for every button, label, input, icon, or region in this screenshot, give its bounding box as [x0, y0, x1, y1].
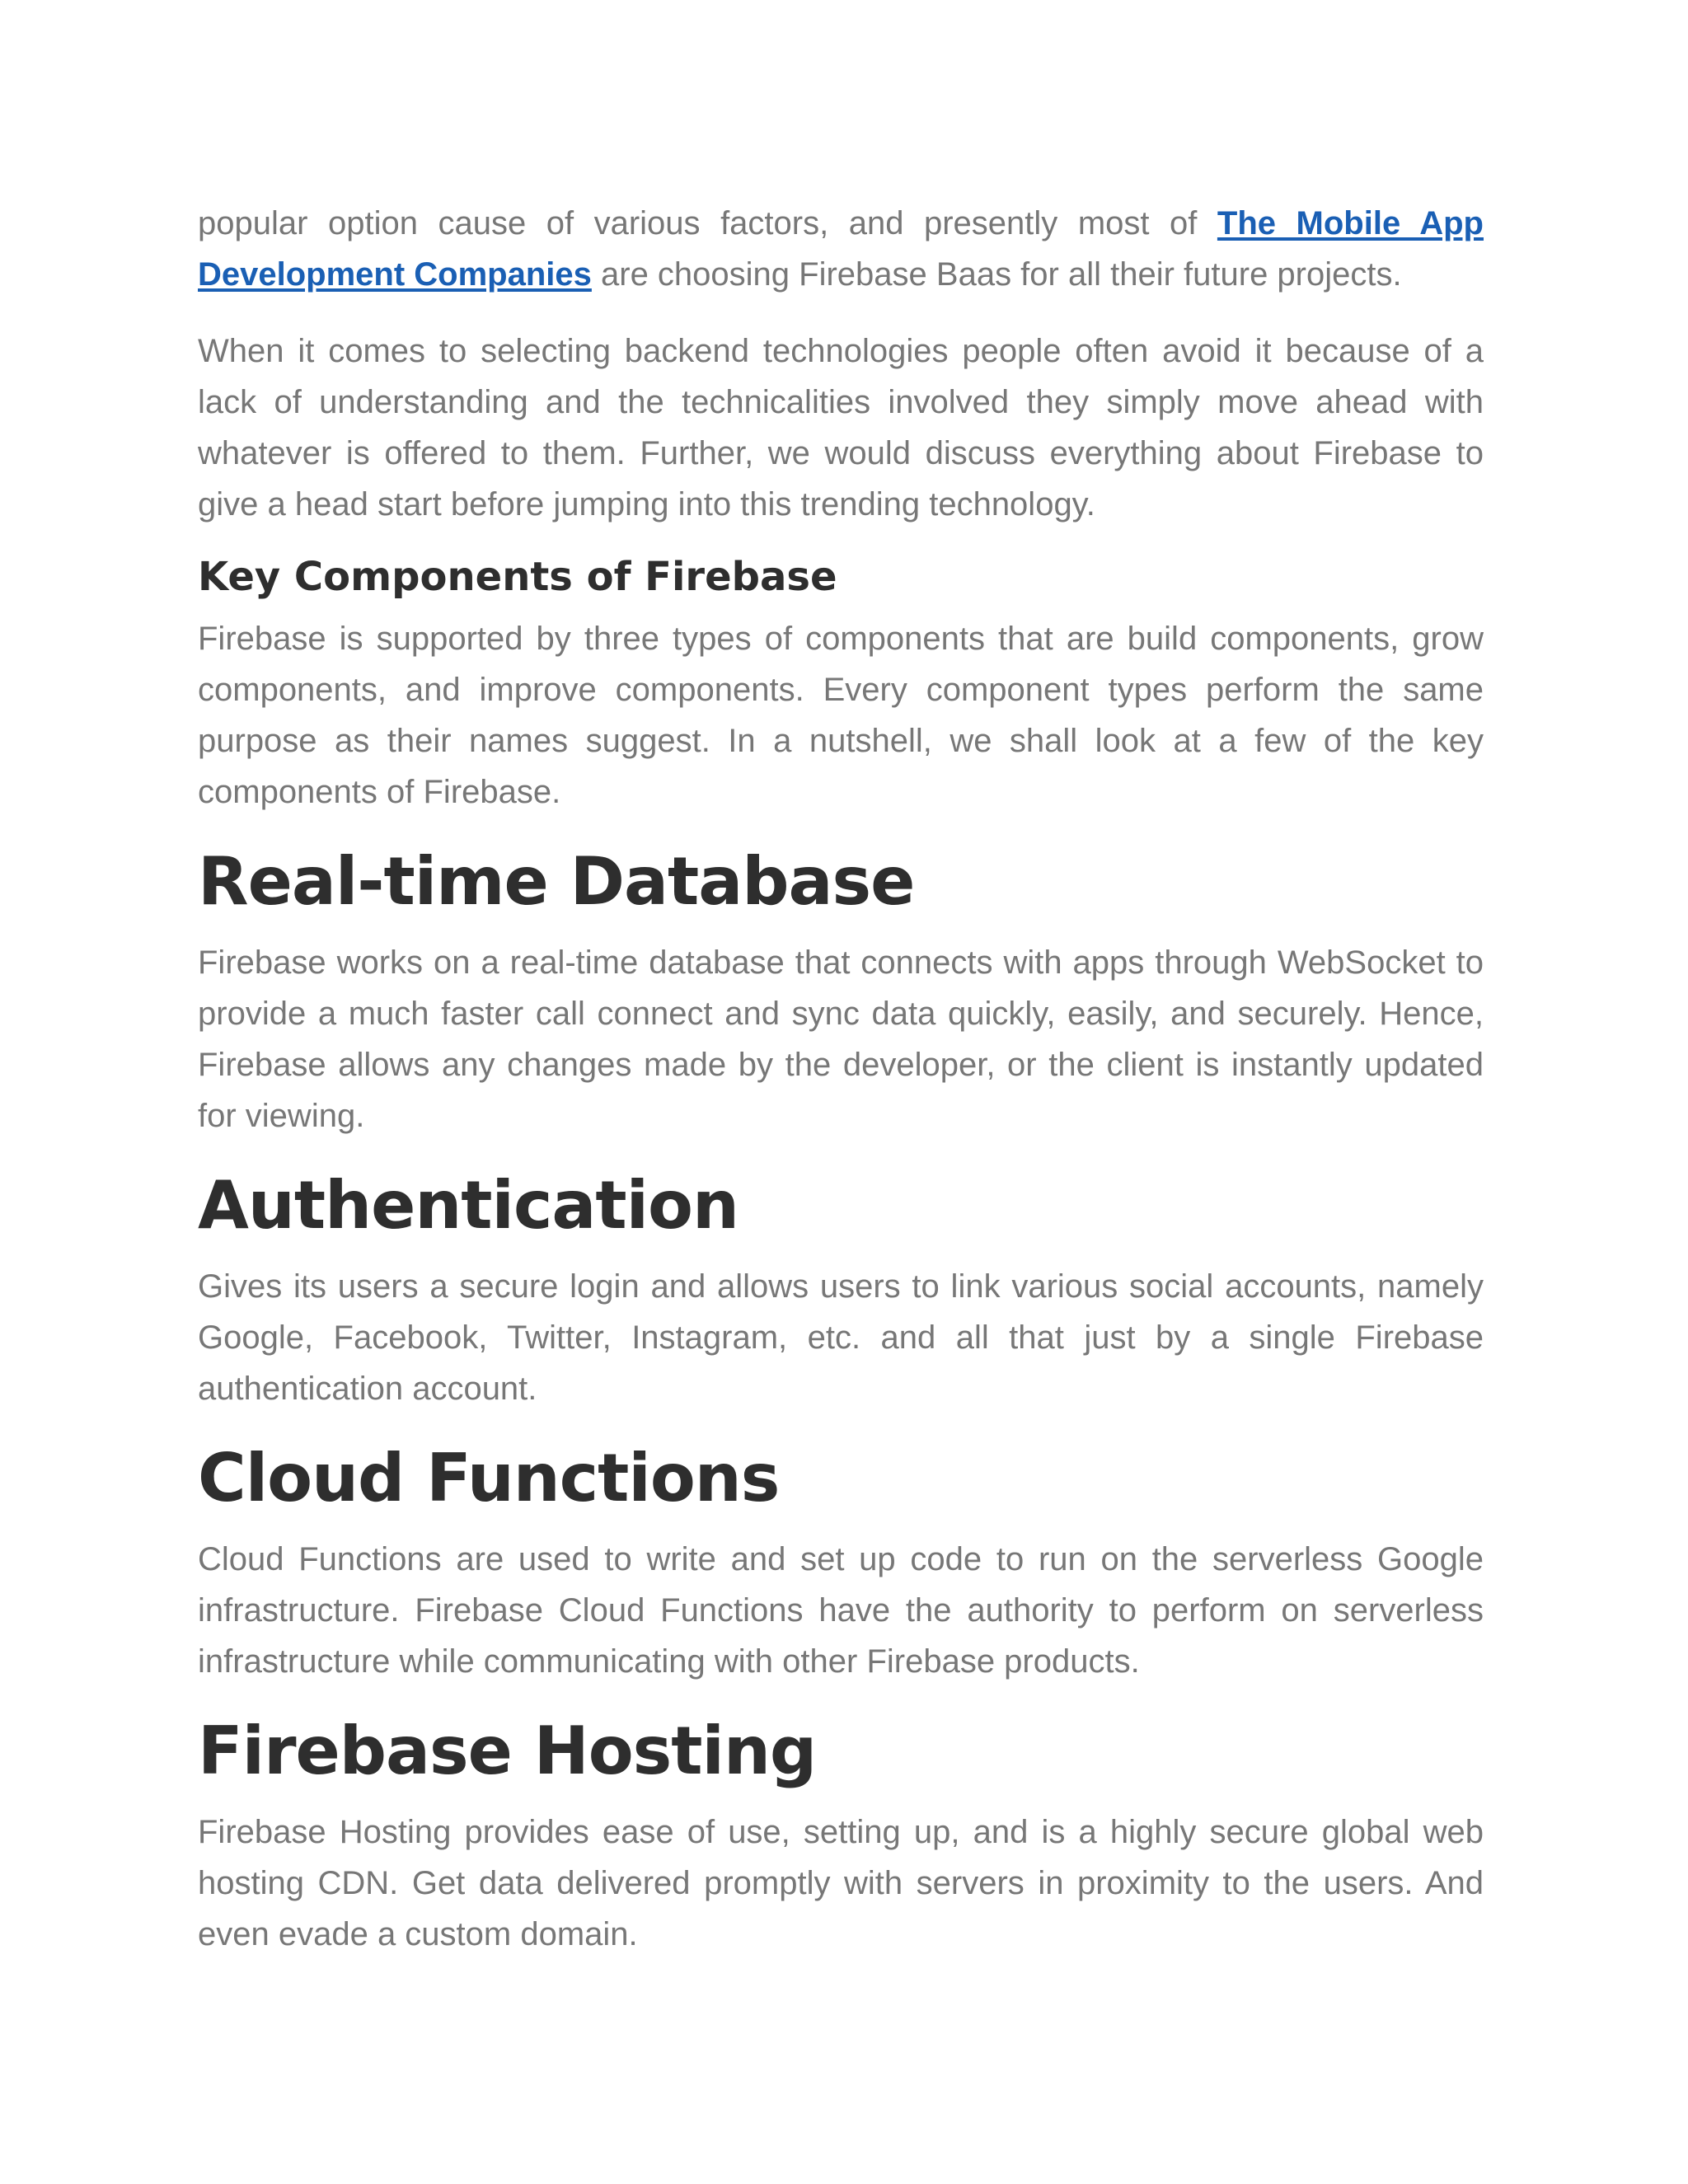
firebase-hosting-heading: Firebase Hosting: [198, 1713, 817, 1789]
cloud-functions-heading: Cloud Functions: [198, 1440, 780, 1516]
intro-paragraph: [198, 198, 1484, 300]
authentication-heading: Authentication: [198, 1167, 738, 1244]
cloud-functions-paragraph: Cloud Functions are used to write and set up code to run on the serverless Google infrastructure. Firebase Cloud Functions have the authority to perform on serverless infrastructure while communicating with other Firebase products.: [198, 1541, 1484, 1680]
mobile-app-companies-link[interactable]: The Mobile App Development Companies: [198, 205, 1484, 293]
realtime-database-heading: Real-time Database: [198, 843, 915, 920]
realtime-database-paragraph: Firebase works on a real-time database that connects with apps through WebSocket to provide a much faster call connect and sync data quickly, easily, and securely. Hence, Firebase allows any changes made by the developer, or the client is instantly updated for viewing.: [198, 944, 1484, 1134]
intro-text-before: popular option cause of various factors, and presently most of: [198, 205, 1217, 241]
firebase-hosting-paragraph: Firebase Hosting provides ease of use, setting up, and is a highly secure global web hosting CDN. Get data delivered promptly with servers in proximity to the users. And even evade a custom domain.: [198, 1814, 1484, 1952]
backend-selection-paragraph: When it comes to selecting backend technologies people often avoid it because of a lack of understanding and the technicalities involved they simply move ahead with whatever is offered to them. Further, we would discuss everything about Firebase to give a head start before jumping into this trending technology.: [198, 333, 1484, 523]
intro-text-after: are choosing Firebase Baas for all their future projects.: [591, 256, 1402, 293]
key-components-paragraph: Firebase is supported by three types of components that are build components, grow components, and improve components. Every component types perform the same purpose as their names suggest. In a nutshell, we shall look at a few of the key components of Firebase.: [198, 621, 1484, 810]
key-components-heading: Key Components of Firebase: [198, 554, 837, 600]
authentication-paragraph: Gives its users a secure login and allows users to link various social accounts, namely Google, Facebook, Twitter, Instagram, etc. and all that just by a single Firebase authentication account.: [198, 1268, 1484, 1407]
